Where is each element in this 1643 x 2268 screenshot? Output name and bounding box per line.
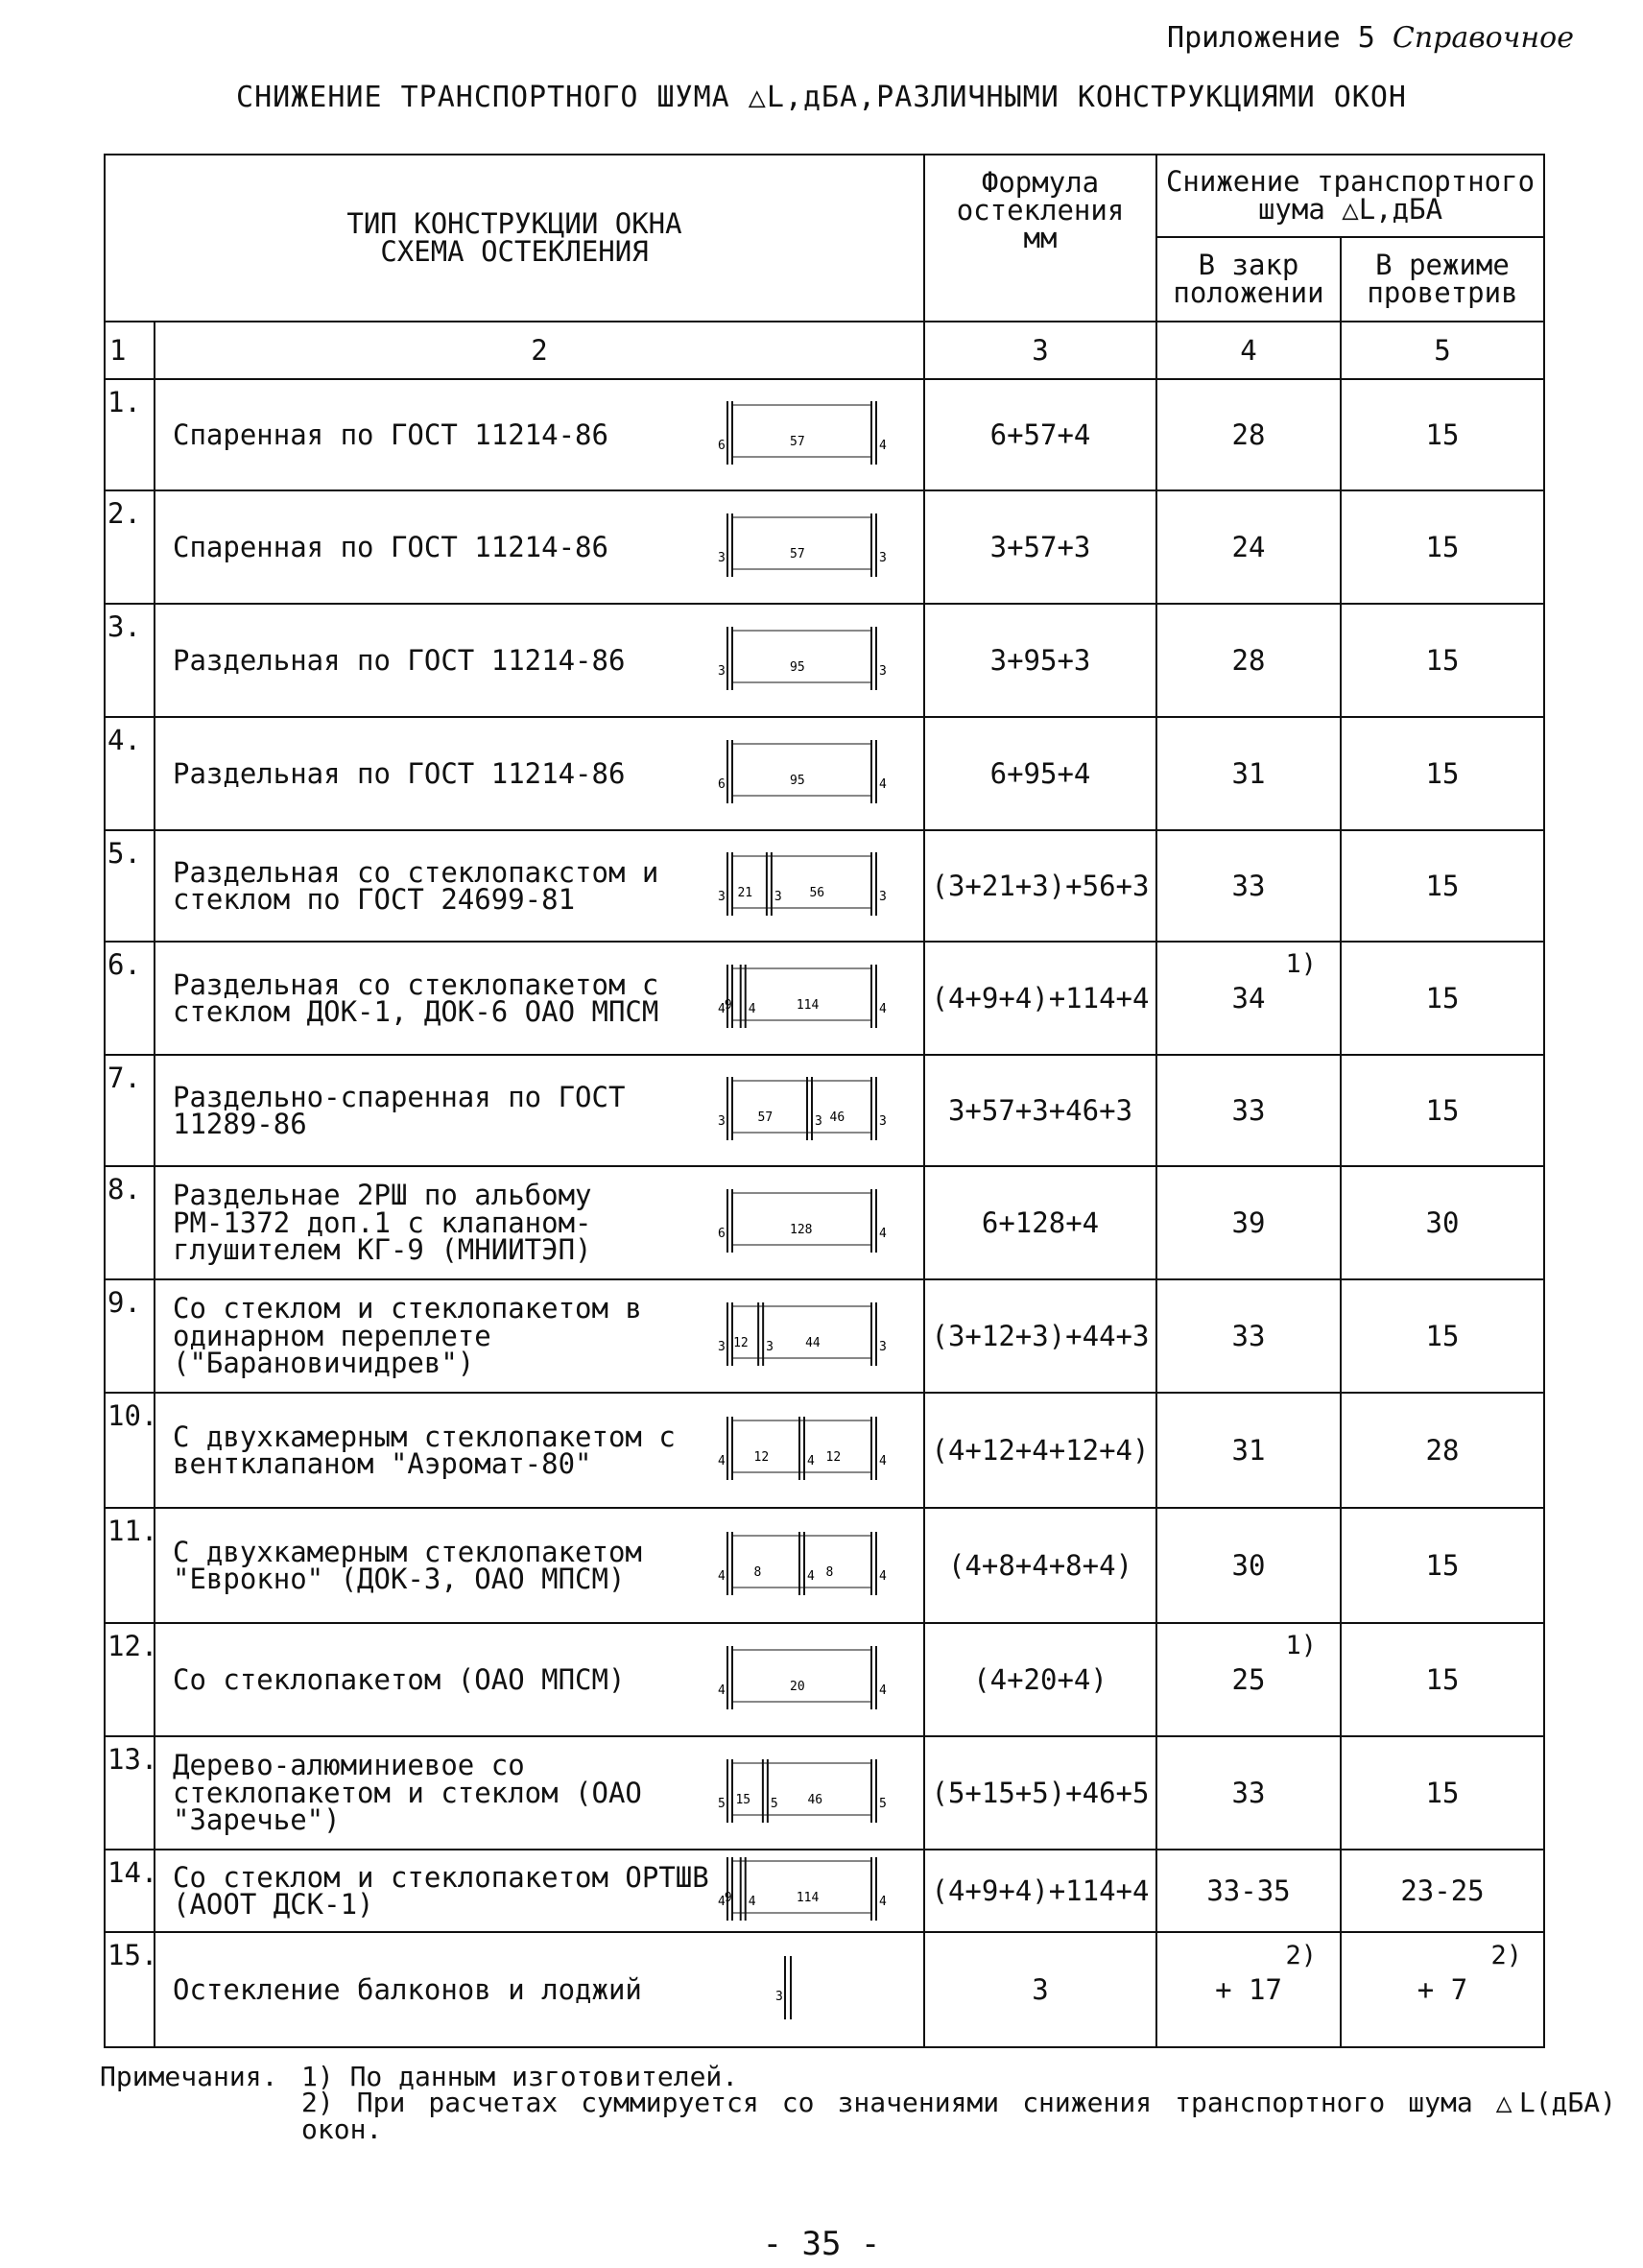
svg-text:3: 3 [718, 551, 726, 565]
row-closed: 31 [1231, 757, 1266, 790]
svg-text:95: 95 [790, 660, 805, 675]
row-construction [155, 830, 924, 942]
row-closed-cell [1156, 1279, 1341, 1393]
table-row [105, 604, 1544, 717]
notes-label: Примечания. [100, 2061, 278, 2092]
svg-text:95: 95 [790, 774, 805, 788]
appendix-kind: Справочное [1392, 21, 1574, 55]
header-type: ТИП КОНСТРУКЦИИ ОКНА СХЕМА ОСТЕКЛЕНИЯ [105, 155, 924, 322]
row-vent: 23-25 [1400, 1874, 1485, 1907]
row-formula: 3+95+3 [924, 604, 1156, 717]
glazing-scheme-icon [708, 1293, 891, 1379]
svg-text:20: 20 [790, 1680, 805, 1694]
index-cell: 2 [155, 322, 924, 379]
row-vent-cell [1341, 830, 1544, 942]
svg-text:46: 46 [807, 1793, 823, 1807]
row-vent-note: 2) [1490, 1941, 1522, 1970]
row-closed-cell [1156, 1736, 1341, 1850]
row-closed-cell [1156, 1508, 1341, 1623]
row-name: Раздельно-спаренная по ГОСТ 11289-86 [173, 1080, 626, 1140]
row-number: 4. [105, 717, 155, 830]
row-closed: 28 [1231, 418, 1266, 451]
row-number: 13. [105, 1736, 155, 1850]
glazing-scheme-icon [708, 1407, 891, 1493]
row-vent-cell [1341, 1393, 1544, 1508]
row-name: Раздельная по ГОСТ 11214-86 [173, 643, 626, 677]
row-formula: (4+20+4) [924, 1623, 1156, 1736]
index-cell: 3 [924, 322, 1156, 379]
row-name: Дерево-алюминиевое со стеклопакетом и стеклом (ОАО "Заречье") [173, 1749, 642, 1837]
svg-text:4: 4 [879, 1569, 887, 1584]
svg-text:3: 3 [774, 890, 782, 904]
svg-text:4: 4 [879, 777, 887, 792]
table-row [105, 379, 1544, 490]
row-closed: 33 [1231, 1777, 1266, 1809]
page-number: - 35 - [762, 2225, 881, 2263]
glazing-scheme-icon [708, 392, 891, 478]
row-closed: 24 [1231, 531, 1266, 563]
row-number: 2. [105, 490, 155, 604]
row-closed-cell [1156, 1166, 1341, 1279]
row-closed: 33 [1231, 1094, 1266, 1127]
row-number: 6. [105, 942, 155, 1055]
row-number: 3. [105, 604, 155, 717]
row-construction [155, 490, 924, 604]
svg-text:5: 5 [718, 1797, 726, 1811]
row-closed: 33-35 [1206, 1874, 1291, 1907]
row-closed: 33 [1231, 870, 1266, 902]
svg-text:8: 8 [825, 1565, 834, 1580]
row-formula: 3+57+3+46+3 [924, 1055, 1156, 1166]
row-formula: 3 [924, 1932, 1156, 2047]
glazing-scheme-icon [708, 1636, 891, 1723]
svg-text:4: 4 [879, 1227, 887, 1241]
row-name: Спаренная по ГОСТ 11214-86 [173, 418, 608, 451]
table-row [105, 942, 1544, 1055]
svg-text:4: 4 [879, 1895, 887, 1909]
svg-text:6: 6 [718, 777, 726, 792]
svg-text:15: 15 [735, 1793, 751, 1807]
row-formula: (4+8+4+8+4) [924, 1508, 1156, 1623]
table-row [105, 1623, 1544, 1736]
svg-text:5: 5 [770, 1797, 778, 1811]
row-formula: (5+15+5)+46+5 [924, 1736, 1156, 1850]
svg-text:4: 4 [879, 1683, 887, 1698]
svg-text:4: 4 [718, 1002, 726, 1016]
glazing-scheme-icon [708, 617, 891, 704]
svg-text:4: 4 [807, 1569, 815, 1584]
row-vent: 15 [1425, 644, 1460, 677]
row-formula: 3+57+3 [924, 490, 1156, 604]
page-title: СНИЖЕНИЕ ТРАНСПОРТНОГО ШУМА △L,дБА,РАЗЛИЧНЫМИ КОНСТРУКЦИЯМИ ОКОН [236, 81, 1407, 114]
row-number: 8. [105, 1166, 155, 1279]
note-item: 2) При расчетах суммируется со значениями снижения транспортного шума △L(дБА) окон. [301, 2087, 1616, 2145]
glazing-scheme-icon [708, 1848, 891, 1934]
table-row [105, 717, 1544, 830]
glazing-scheme-icon [708, 504, 891, 590]
svg-text:9: 9 [724, 998, 732, 1013]
row-formula: 6+128+4 [924, 1166, 1156, 1279]
row-closed: 39 [1231, 1206, 1266, 1239]
row-name: Раздельная со стеклопакетом с стеклом ДОК-1, ДОК-6 ОАО МПСМ [173, 967, 659, 1028]
header-row [105, 155, 1544, 237]
glazing-scheme-icon [708, 1180, 891, 1266]
row-vent: 15 [1425, 870, 1460, 902]
row-closed-cell [1156, 830, 1341, 942]
row-vent: 15 [1425, 982, 1460, 1015]
row-closed: 28 [1231, 644, 1266, 677]
row-name: С двухкамерным стеклопакетом с вентклапаном "Аэромат-80" [173, 1420, 676, 1480]
row-name: Раздельная со стеклопакстом и стеклом по ГОСТ 24699-81 [173, 855, 659, 916]
svg-text:12: 12 [733, 1336, 749, 1350]
row-formula: (4+9+4)+114+4 [924, 1850, 1156, 1932]
row-vent: 15 [1425, 1549, 1460, 1582]
row-closed: 31 [1231, 1434, 1266, 1467]
row-closed-note: 1) [1285, 1631, 1317, 1660]
row-vent: 28 [1425, 1434, 1460, 1467]
svg-text:3: 3 [879, 1340, 887, 1354]
glazing-scheme-icon [708, 955, 891, 1041]
row-construction [155, 1279, 924, 1393]
row-closed-note: 2) [1285, 1941, 1317, 1970]
row-vent-cell [1341, 942, 1544, 1055]
row-closed: 34 [1231, 982, 1266, 1015]
svg-text:21: 21 [737, 886, 753, 900]
header-closed: В закр положении [1156, 237, 1341, 322]
header-formula: Формула остекления мм [924, 155, 1156, 322]
row-closed-cell [1156, 1055, 1341, 1166]
index-row [105, 322, 1544, 379]
svg-text:6: 6 [718, 439, 726, 453]
glazing-scheme-icon [708, 1522, 891, 1609]
row-construction [155, 1055, 924, 1166]
svg-text:4: 4 [718, 1569, 726, 1584]
svg-text:3: 3 [879, 551, 887, 565]
row-vent-cell [1341, 1166, 1544, 1279]
table-row [105, 1932, 1544, 2047]
row-closed-cell [1156, 1932, 1341, 2047]
svg-text:12: 12 [825, 1450, 842, 1465]
svg-text:114: 114 [796, 998, 820, 1013]
table-row [105, 1055, 1544, 1166]
row-formula: 6+57+4 [924, 379, 1156, 490]
row-construction [155, 1166, 924, 1279]
row-number: 5. [105, 830, 155, 942]
window-noise-table [104, 154, 1545, 2048]
table-row [105, 1279, 1544, 1393]
appendix-number: Приложение 5 [1167, 21, 1375, 55]
row-name: Раздельная по ГОСТ 11214-86 [173, 756, 626, 790]
row-name: Остекление балконов и лоджий [173, 1972, 642, 2006]
svg-text:3: 3 [879, 890, 887, 904]
row-vent-cell [1341, 1508, 1544, 1623]
row-vent-cell [1341, 1932, 1544, 2047]
row-vent-cell [1341, 490, 1544, 604]
row-formula: 6+95+4 [924, 717, 1156, 830]
row-construction [155, 1850, 924, 1932]
row-name: Со стеклом и стеклопакетом в одинарном переплете ("Барановичидрев") [173, 1292, 642, 1380]
svg-text:4: 4 [748, 1895, 756, 1909]
svg-text:4: 4 [879, 439, 887, 453]
appendix-label [1167, 21, 1574, 55]
svg-text:128: 128 [790, 1223, 813, 1237]
row-number: 10. [105, 1393, 155, 1508]
svg-text:3: 3 [815, 1114, 822, 1129]
index-cell: 4 [1156, 322, 1341, 379]
svg-text:57: 57 [757, 1110, 774, 1125]
row-vent-cell [1341, 1055, 1544, 1166]
row-closed-cell [1156, 717, 1341, 830]
row-formula: (4+12+4+12+4) [924, 1393, 1156, 1508]
row-vent-cell [1341, 717, 1544, 830]
header-vent: В режиме проветрив [1341, 237, 1544, 322]
svg-text:3: 3 [718, 1340, 726, 1354]
svg-text:3: 3 [718, 890, 726, 904]
row-closed-cell [1156, 942, 1341, 1055]
row-number: 12. [105, 1623, 155, 1736]
row-construction [155, 1393, 924, 1508]
row-vent-cell [1341, 1736, 1544, 1850]
row-number: 11. [105, 1508, 155, 1623]
svg-text:4: 4 [879, 1002, 887, 1016]
row-closed-note: 1) [1285, 949, 1317, 979]
row-closed: 30 [1231, 1549, 1266, 1582]
row-construction [155, 604, 924, 717]
svg-text:3: 3 [718, 1114, 726, 1129]
row-name: С двухкамерным стеклопакетом "Еврокно" (ДОК-3, ОАО МПСМ) [173, 1535, 642, 1595]
row-vent-cell [1341, 604, 1544, 717]
svg-text:12: 12 [753, 1450, 770, 1465]
row-vent: 15 [1425, 757, 1460, 790]
row-vent-cell [1341, 1279, 1544, 1393]
row-number: 14. [105, 1850, 155, 1932]
row-vent: 15 [1425, 1777, 1460, 1809]
row-construction [155, 1932, 924, 2047]
row-construction [155, 942, 924, 1055]
glazing-scheme-icon [708, 843, 891, 929]
svg-text:3: 3 [879, 664, 887, 679]
table-row [105, 1166, 1544, 1279]
row-closed: + 17 [1215, 1973, 1282, 2006]
svg-text:3: 3 [775, 1990, 783, 2004]
svg-text:4: 4 [718, 1895, 726, 1909]
header-reduction: Снижение транспортного шума △L,дБА [1156, 155, 1544, 237]
svg-text:46: 46 [829, 1110, 845, 1125]
glazing-scheme-icon [708, 1067, 891, 1154]
row-vent: 15 [1425, 1094, 1460, 1127]
row-construction [155, 379, 924, 490]
svg-text:57: 57 [790, 547, 805, 561]
row-formula: (4+9+4)+114+4 [924, 942, 1156, 1055]
row-construction [155, 717, 924, 830]
row-closed: 25 [1231, 1663, 1266, 1696]
table-row [105, 1508, 1544, 1623]
row-closed-cell [1156, 1393, 1341, 1508]
row-vent-cell [1341, 1623, 1544, 1736]
svg-text:5: 5 [879, 1797, 887, 1811]
index-cell: 1 [105, 322, 155, 379]
svg-text:3: 3 [766, 1340, 774, 1354]
row-name: Со стеклопакетом (ОАО МПСМ) [173, 1662, 626, 1696]
table-body [105, 379, 1544, 2047]
row-vent: 15 [1425, 418, 1460, 451]
row-name: Спаренная по ГОСТ 11214-86 [173, 530, 608, 563]
svg-text:44: 44 [805, 1336, 821, 1350]
row-closed-cell [1156, 490, 1341, 604]
index-cell: 5 [1341, 322, 1544, 379]
table-row [105, 1736, 1544, 1850]
svg-text:4: 4 [879, 1454, 887, 1468]
row-closed-cell [1156, 1850, 1341, 1932]
row-vent: 30 [1425, 1206, 1460, 1239]
glazing-scheme-icon [708, 730, 891, 817]
svg-text:9: 9 [724, 1891, 732, 1905]
row-vent-cell [1341, 1850, 1544, 1932]
row-formula: (3+21+3)+56+3 [924, 830, 1156, 942]
svg-text:3: 3 [879, 1114, 887, 1129]
svg-text:4: 4 [807, 1454, 815, 1468]
row-number: 15. [105, 1932, 155, 2047]
note-item: 1) По данным изготовителей. [301, 2061, 739, 2092]
row-closed-cell [1156, 1623, 1341, 1736]
glazing-scheme-icon [708, 1946, 891, 2033]
svg-text:4: 4 [748, 1002, 756, 1016]
row-number: 9. [105, 1279, 155, 1393]
svg-text:8: 8 [753, 1565, 762, 1580]
row-vent-cell [1341, 379, 1544, 490]
row-construction [155, 1508, 924, 1623]
row-name: Раздельнае 2РШ по альбому РМ-1372 доп.1 с клапаном-глушителем КГ-9 (МНИИТЭП) [173, 1179, 592, 1267]
row-number: 1. [105, 379, 155, 490]
table-row [105, 830, 1544, 942]
notes [100, 2061, 1616, 2145]
svg-text:114: 114 [796, 1891, 820, 1905]
row-vent: 15 [1425, 1663, 1460, 1696]
row-vent: + 7 [1417, 1973, 1468, 2006]
row-formula: (3+12+3)+44+3 [924, 1279, 1156, 1393]
row-number: 7. [105, 1055, 155, 1166]
row-name: Со стеклом и стеклопакетом ОРТШВ (АООТ ДСК-1) [173, 1860, 709, 1921]
row-vent: 15 [1425, 1320, 1460, 1352]
svg-text:56: 56 [809, 886, 825, 900]
svg-text:57: 57 [790, 435, 805, 449]
row-construction [155, 1736, 924, 1850]
table-row [105, 490, 1544, 604]
svg-text:3: 3 [718, 664, 726, 679]
row-closed: 33 [1231, 1320, 1266, 1352]
row-closed-cell [1156, 604, 1341, 717]
svg-text:4: 4 [718, 1683, 726, 1698]
table-row [105, 1850, 1544, 1932]
table-row [105, 1393, 1544, 1508]
svg-text:6: 6 [718, 1227, 726, 1241]
glazing-scheme-icon [708, 1750, 891, 1836]
row-construction [155, 1623, 924, 1736]
svg-text:4: 4 [718, 1454, 726, 1468]
row-vent: 15 [1425, 531, 1460, 563]
row-closed-cell [1156, 379, 1341, 490]
